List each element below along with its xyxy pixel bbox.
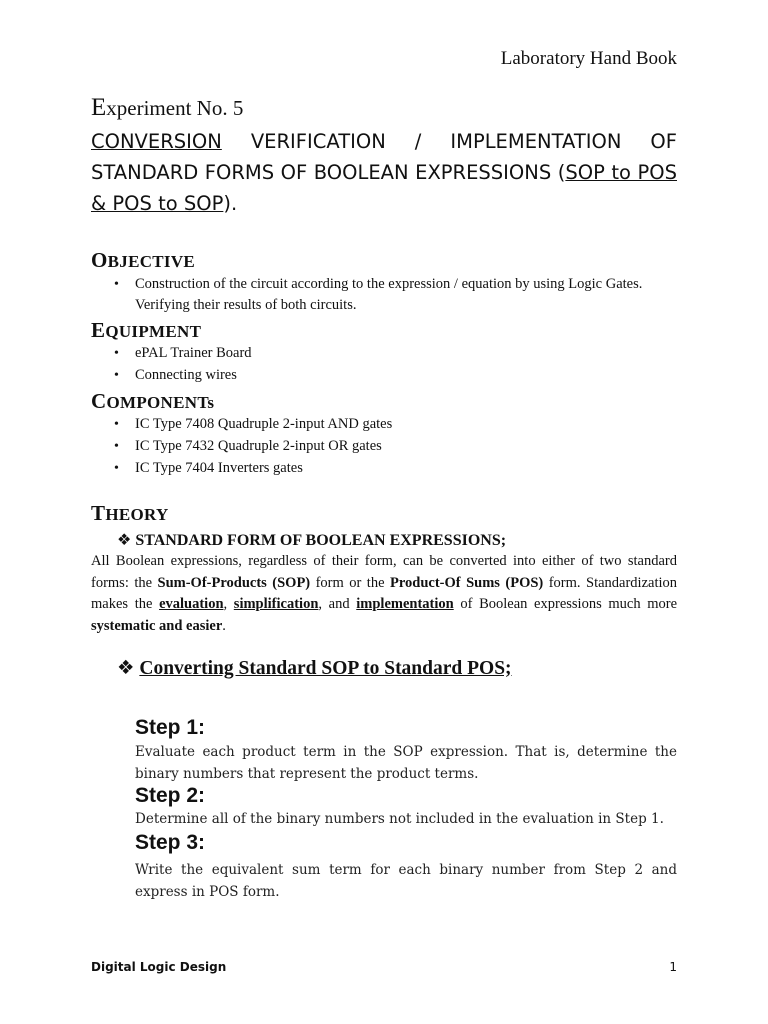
bullet-icon: • (114, 368, 119, 383)
list-item: • Connecting wires (91, 365, 677, 386)
bullet-icon: • (114, 439, 119, 454)
step-2-label: Step 2: (135, 784, 206, 807)
diamond-bullet-icon: ❖ (117, 530, 132, 549)
step-2-text: Determine all of the binary numbers not included in the evaluation in Step 1. (135, 811, 664, 827)
theory-paragraph: All Boolean expressions, regardless of their form, can be converted into either of two standard forms: the Sum-Of-Products (SOP) form or the Product-Of Sums (POS) form. Standardization makes the evaluation, simplification, and implementation of Boolean expressions much more systematic and easier. (91, 553, 678, 634)
experiment-title-rest: xperiment No. 5 (106, 96, 244, 120)
theory-subheading: ❖ STANDARD FORM OF BOOLEAN EXPRESSIONS; (117, 530, 507, 549)
experiment-title-initial: E (91, 94, 107, 121)
list-item: • ePAL Trainer Board (91, 343, 677, 364)
bullet-icon: • (114, 277, 119, 292)
running-header: Laboratory Hand Book (500, 48, 677, 69)
step-1-text: Evaluate each product term in the SOP expression. That is, determine the binary numbers that represent the product terms. (135, 744, 677, 782)
step-3-label: Step 3: (135, 831, 206, 854)
list-item: • IC Type 7408 Quadruple 2-input AND gates (91, 414, 677, 435)
step-3-text: Write the equivalent sum term for each binary number from Step 2 and express in POS form. (135, 862, 677, 900)
experiment-subtitle (91, 126, 677, 219)
equipment-heading: EQUIPMENT (91, 318, 202, 342)
list-item: • IC Type 7404 Inverters gates (91, 458, 677, 479)
step-1-label: Step 1: (135, 716, 206, 739)
bullet-icon: • (114, 461, 119, 476)
list-item: • Construction of the circuit according to the expression / equation by using Logic Gates. Verifying their results of both circuits. (114, 276, 643, 313)
footer-course-title: Digital Logic Design (91, 960, 227, 974)
subtitle-end: ). (223, 192, 238, 215)
conversion-heading: ❖ Converting Standard SOP to Standard POS; (117, 656, 512, 679)
components-list (91, 414, 677, 480)
diamond-bullet-icon: ❖ (117, 656, 135, 679)
subtitle-underlined-conversion: CONVERSION (91, 130, 222, 153)
list-item: • IC Type 7432 Quadruple 2-input OR gates (91, 436, 677, 457)
subtitle-text: VERIFICATION / IMPLEMENTATION OF STANDARD FORMS OF BOOLEAN EXPRESSIONS ( (91, 130, 677, 184)
objective-list (91, 274, 677, 317)
subtitle-underlined-sop-pos: SOP to POS & POS to SOP (91, 161, 677, 215)
experiment-title (91, 95, 243, 121)
objective-heading: OBJECTIVE (91, 248, 196, 272)
page-number: 1 (669, 960, 677, 974)
components-heading: COMPONENTs (91, 389, 215, 413)
equipment-list (91, 343, 677, 387)
bullet-icon: • (114, 417, 119, 432)
bullet-icon: • (114, 346, 119, 361)
theory-heading: THEORY (91, 501, 169, 525)
